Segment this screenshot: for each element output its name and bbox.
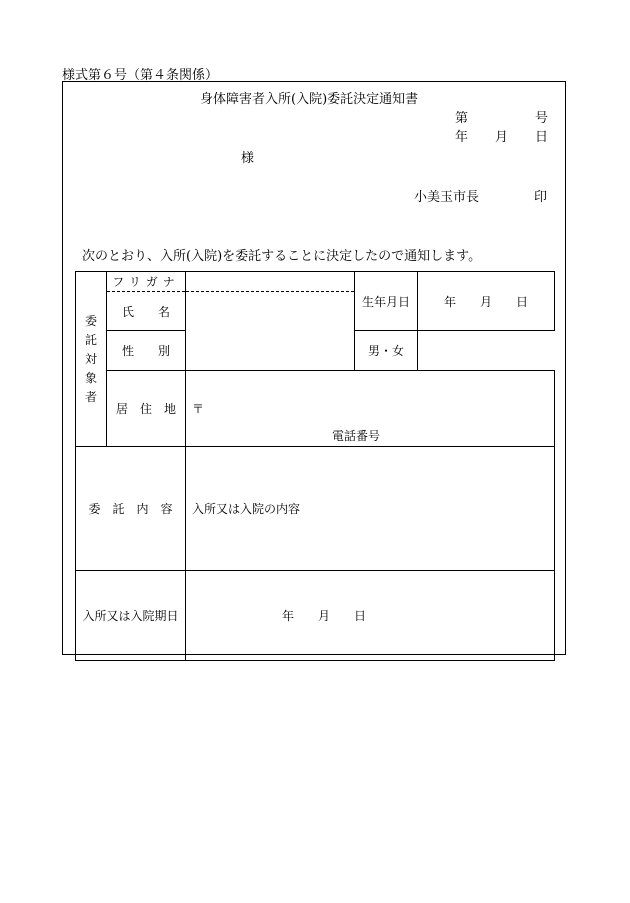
header-year: 年 xyxy=(455,130,469,145)
furigana-label: フリガナ xyxy=(107,272,186,292)
seal-mark: 印 xyxy=(534,190,548,205)
address-label: 居 住 地 xyxy=(107,371,186,447)
name-field[interactable] xyxy=(186,292,355,371)
subject-table xyxy=(75,271,555,661)
number-suffix: 号 xyxy=(535,111,549,126)
content-note: 入所又は入院の内容 xyxy=(192,502,301,516)
header-month: 月 xyxy=(495,130,509,145)
document-title: 身体障害者入所(入院)委託決定通知書 xyxy=(200,92,419,107)
address-field[interactable] xyxy=(186,371,555,447)
content-label: 委 託 内 容 xyxy=(76,447,186,571)
sex-label: 性 別 xyxy=(107,331,186,371)
dob-field[interactable]: 年 月 日 xyxy=(418,272,555,331)
addressee-suffix: 様 xyxy=(241,151,255,166)
furigana-field[interactable] xyxy=(186,272,355,292)
header-day: 日 xyxy=(535,130,549,145)
subject-label: 委託対象者 xyxy=(85,313,98,404)
name-label: 氏 名 xyxy=(107,292,186,331)
subject-label-cell xyxy=(76,272,107,447)
notice-text: 次のとおり、入所(入院)を委託することに決定したので通知します。 xyxy=(82,249,482,264)
postal-mark: 〒 xyxy=(192,402,205,416)
content-field[interactable] xyxy=(186,447,555,571)
form-id: 様式第６号（第４条関係） xyxy=(62,68,219,83)
dob-label: 生年月日 xyxy=(355,272,418,331)
period-field[interactable]: 年 月 日 xyxy=(186,571,555,661)
period-label: 入所又は入院期日 xyxy=(76,571,186,661)
issuer: 小美玉市長 xyxy=(414,190,480,205)
phone-label: 電話番号 xyxy=(332,429,381,443)
number-prefix: 第 xyxy=(455,111,469,126)
sex-field[interactable]: 男・女 xyxy=(355,331,418,371)
